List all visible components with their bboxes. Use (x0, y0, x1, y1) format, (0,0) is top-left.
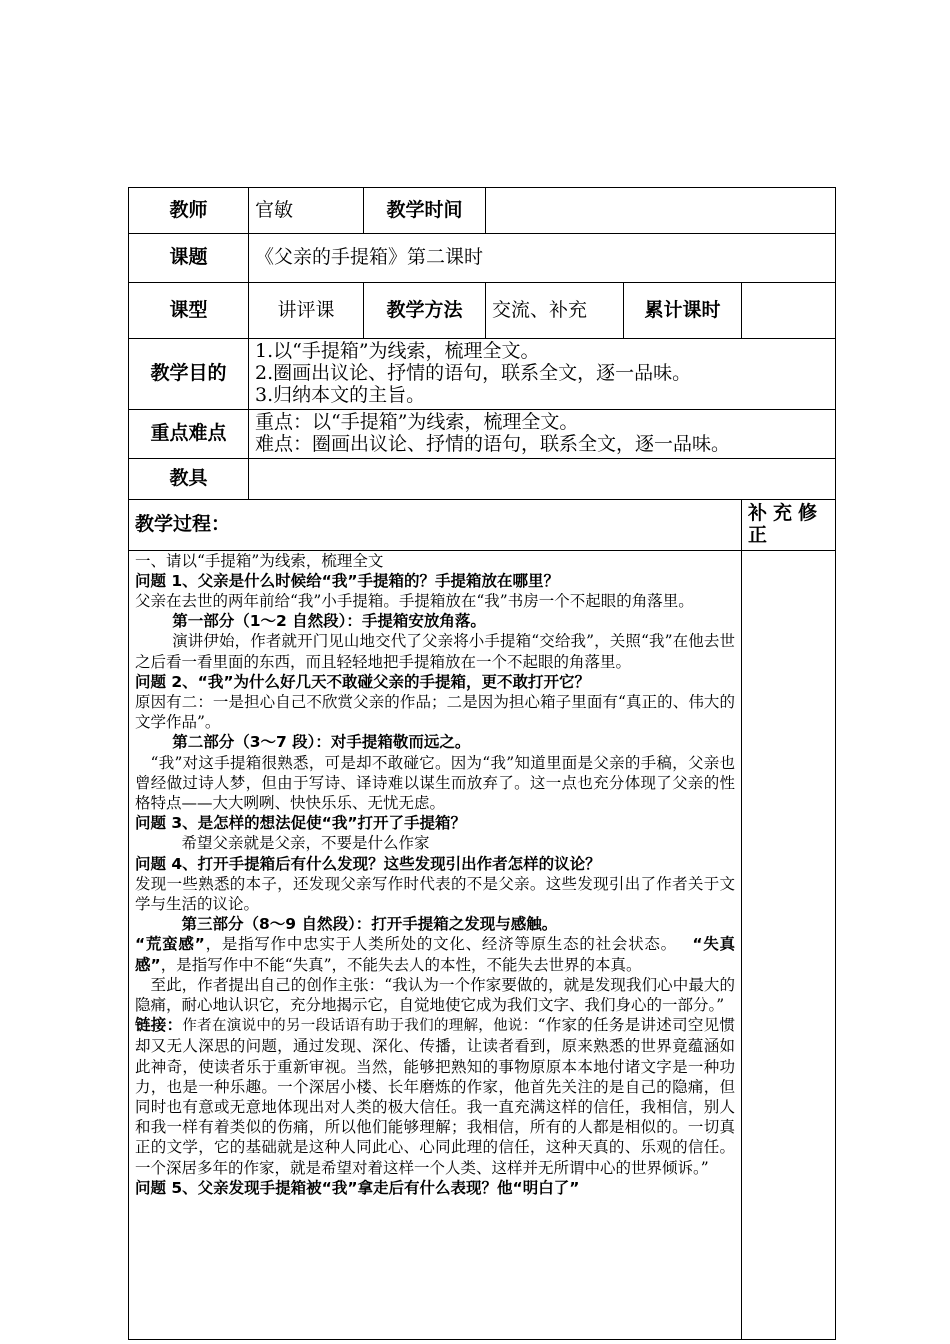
term-2-desc: ，是指写作中不能“失真”，不能失去人的本性，不能失去世界的本真。 (160, 955, 642, 974)
keypoints-list (249, 409, 836, 458)
intro-line: 一、请以“手提箱”为线索，梳理全文 (135, 551, 384, 570)
answer-2: 原因有二：一是担心自己不欣赏父亲的作品；二是因为担心箱子里面有“真正的、伟大的文学作品”。 (135, 692, 735, 732)
process-label: 教学过程： (129, 499, 742, 550)
topic-value: 《父亲的手提箱》第二课时 (249, 234, 836, 283)
note-cell (742, 550, 836, 1339)
keypoint-item: 难点：圈画出议论、抒情的语句，联系全文，逐一品味。 (255, 432, 731, 455)
term-1-desc: ，是指写作中忠实于人类所处的文化、经济等原生态的社会状态。 (204, 935, 677, 954)
question-2: 问题 2、“我”为什么好几天不敢碰父亲的手提箱，更不敢打开它？ (135, 672, 591, 691)
type-value: 讲评课 (249, 283, 364, 339)
part-3-heading: 第三部分（8～9 自然段）：打开手提箱之发现与感触。 (181, 915, 558, 934)
lesson-plan-table (128, 187, 836, 1340)
tools-label: 教具 (129, 458, 249, 499)
link-label: 链接： (135, 1016, 183, 1035)
question-5: 问题 5、父亲发现手提箱被“我”拿走后有什么表现？他“明白了” (135, 1178, 580, 1197)
objective-item: 1.以“手提箱”为线索，梳理全文。 (255, 340, 540, 362)
process-body (129, 550, 742, 1339)
part-2-heading: 第二部分（3～7 段）：对手提箱敬而远之。 (172, 733, 471, 752)
note-label: 补充修正 (742, 499, 836, 550)
method-value: 交流、补充 (486, 283, 624, 339)
question-1: 问题 1、父亲是什么时候给“我”手提箱的？手提箱放在哪里？ (135, 571, 560, 590)
terms-paragraph (135, 934, 735, 974)
objective-item: 3.归纳本文的主旨。 (255, 383, 426, 406)
type-label: 课型 (129, 283, 249, 339)
question-3: 问题 3、是怎样的想法促使“我”打开了手提箱？ (135, 814, 467, 833)
objectives-label: 教学目的 (129, 339, 249, 410)
link-paragraph (135, 1015, 735, 1178)
objective-item: 2.圈画出议论、抒情的语句，联系全文，逐一品味。 (255, 361, 692, 384)
answer-1: 父亲在去世的两年前给“我”小手提箱。手提箱放在“我”书房一个不起眼的角落里。 (135, 591, 694, 610)
keypoints-label: 重点难点 (129, 409, 249, 458)
term-2: “失真感” (135, 935, 735, 974)
question-4: 问题 4、打开手提箱后有什么发现？这些发现引出作者怎样的议论？ (135, 854, 601, 873)
method-label: 教学方法 (364, 283, 486, 339)
paragraph-2: “我”对这手提箱很熟悉，可是却不敢碰它。因为“我”知道里面是父亲的手稿，父亲也曾经做过诗人梦，但由于写诗、译诗难以谋生而放弃了。这一点也充分体现了父亲的性格特点——大大咧咧、快快乐乐、无忧无虑。 (135, 753, 735, 812)
hours-value (742, 283, 836, 339)
term-1: “荒蛮感” (135, 935, 205, 954)
topic-label: 课题 (129, 234, 249, 283)
objectives-list (249, 339, 836, 410)
hours-label: 累计课时 (624, 283, 742, 339)
time-value (486, 188, 836, 234)
link-intro: 作者在演说中的另一段话语有助于我们的理解，他说： (182, 1018, 538, 1035)
paragraph-1: 演讲伊始，作者就开门见山地交代了父亲将小手提箱“交给我”，关照“我”在他去世之后看一看里面的东西，而且轻轻地把手提箱放在一个不起眼的角落里。 (135, 632, 735, 671)
keypoint-item: 重点：以“手提箱”为线索，梳理全文。 (255, 410, 579, 433)
answer-4: 发现一些熟悉的本子，还发现父亲写作时代表的不是父亲。这些发现引出了作者关于文学与生活的议论。 (135, 874, 735, 913)
tools-value (249, 458, 836, 499)
teacher-value: 官敏 (249, 188, 364, 234)
part-1-heading: 第一部分（1～2 自然段）：手提箱安放角落。 (172, 612, 486, 631)
answer-3: 希望父亲就是父亲，不要是什么作家 (181, 834, 430, 853)
process-text (135, 551, 735, 1339)
paragraph-3: 至此，作者提出自己的创作主张：“我认为一个作家要做的，就是发现我们心中最大的隐痛，耐心地认识它，充分地揭示它，自觉地使它成为我们文字、我们身心的一部分。” (135, 975, 735, 1014)
teacher-label: 教师 (129, 188, 249, 234)
link-text: “作家的任务是讲述司空见惯却又无人深思的问题，通过发现、深化、传播，让读者看到，原来熟悉的世界竟蕴涵如此神奇，使读者乐于重新审视。当然，能够把熟知的事物原原本本地付诸文字是一种功力，也是一种乐趣。一个深居小楼、长年磨炼的作家，他首先关注的是自己的隐痛，但同时也有意或无意地体现出对人类的极大信任。我一直充满这样的信任，我相信，别人和我一样有着类似的伤痛，所以他们能够理解；我相信，所有的人都是相似的。一切真正的文学，它的基础就是这种人同此心、心同此理的信任，这种天真的、乐观的信任。一个深居多年的作家，就是希望对着这样一个人类、这样并无所谓中心的世界倾诉。” (135, 1016, 735, 1177)
time-label: 教学时间 (364, 188, 486, 234)
